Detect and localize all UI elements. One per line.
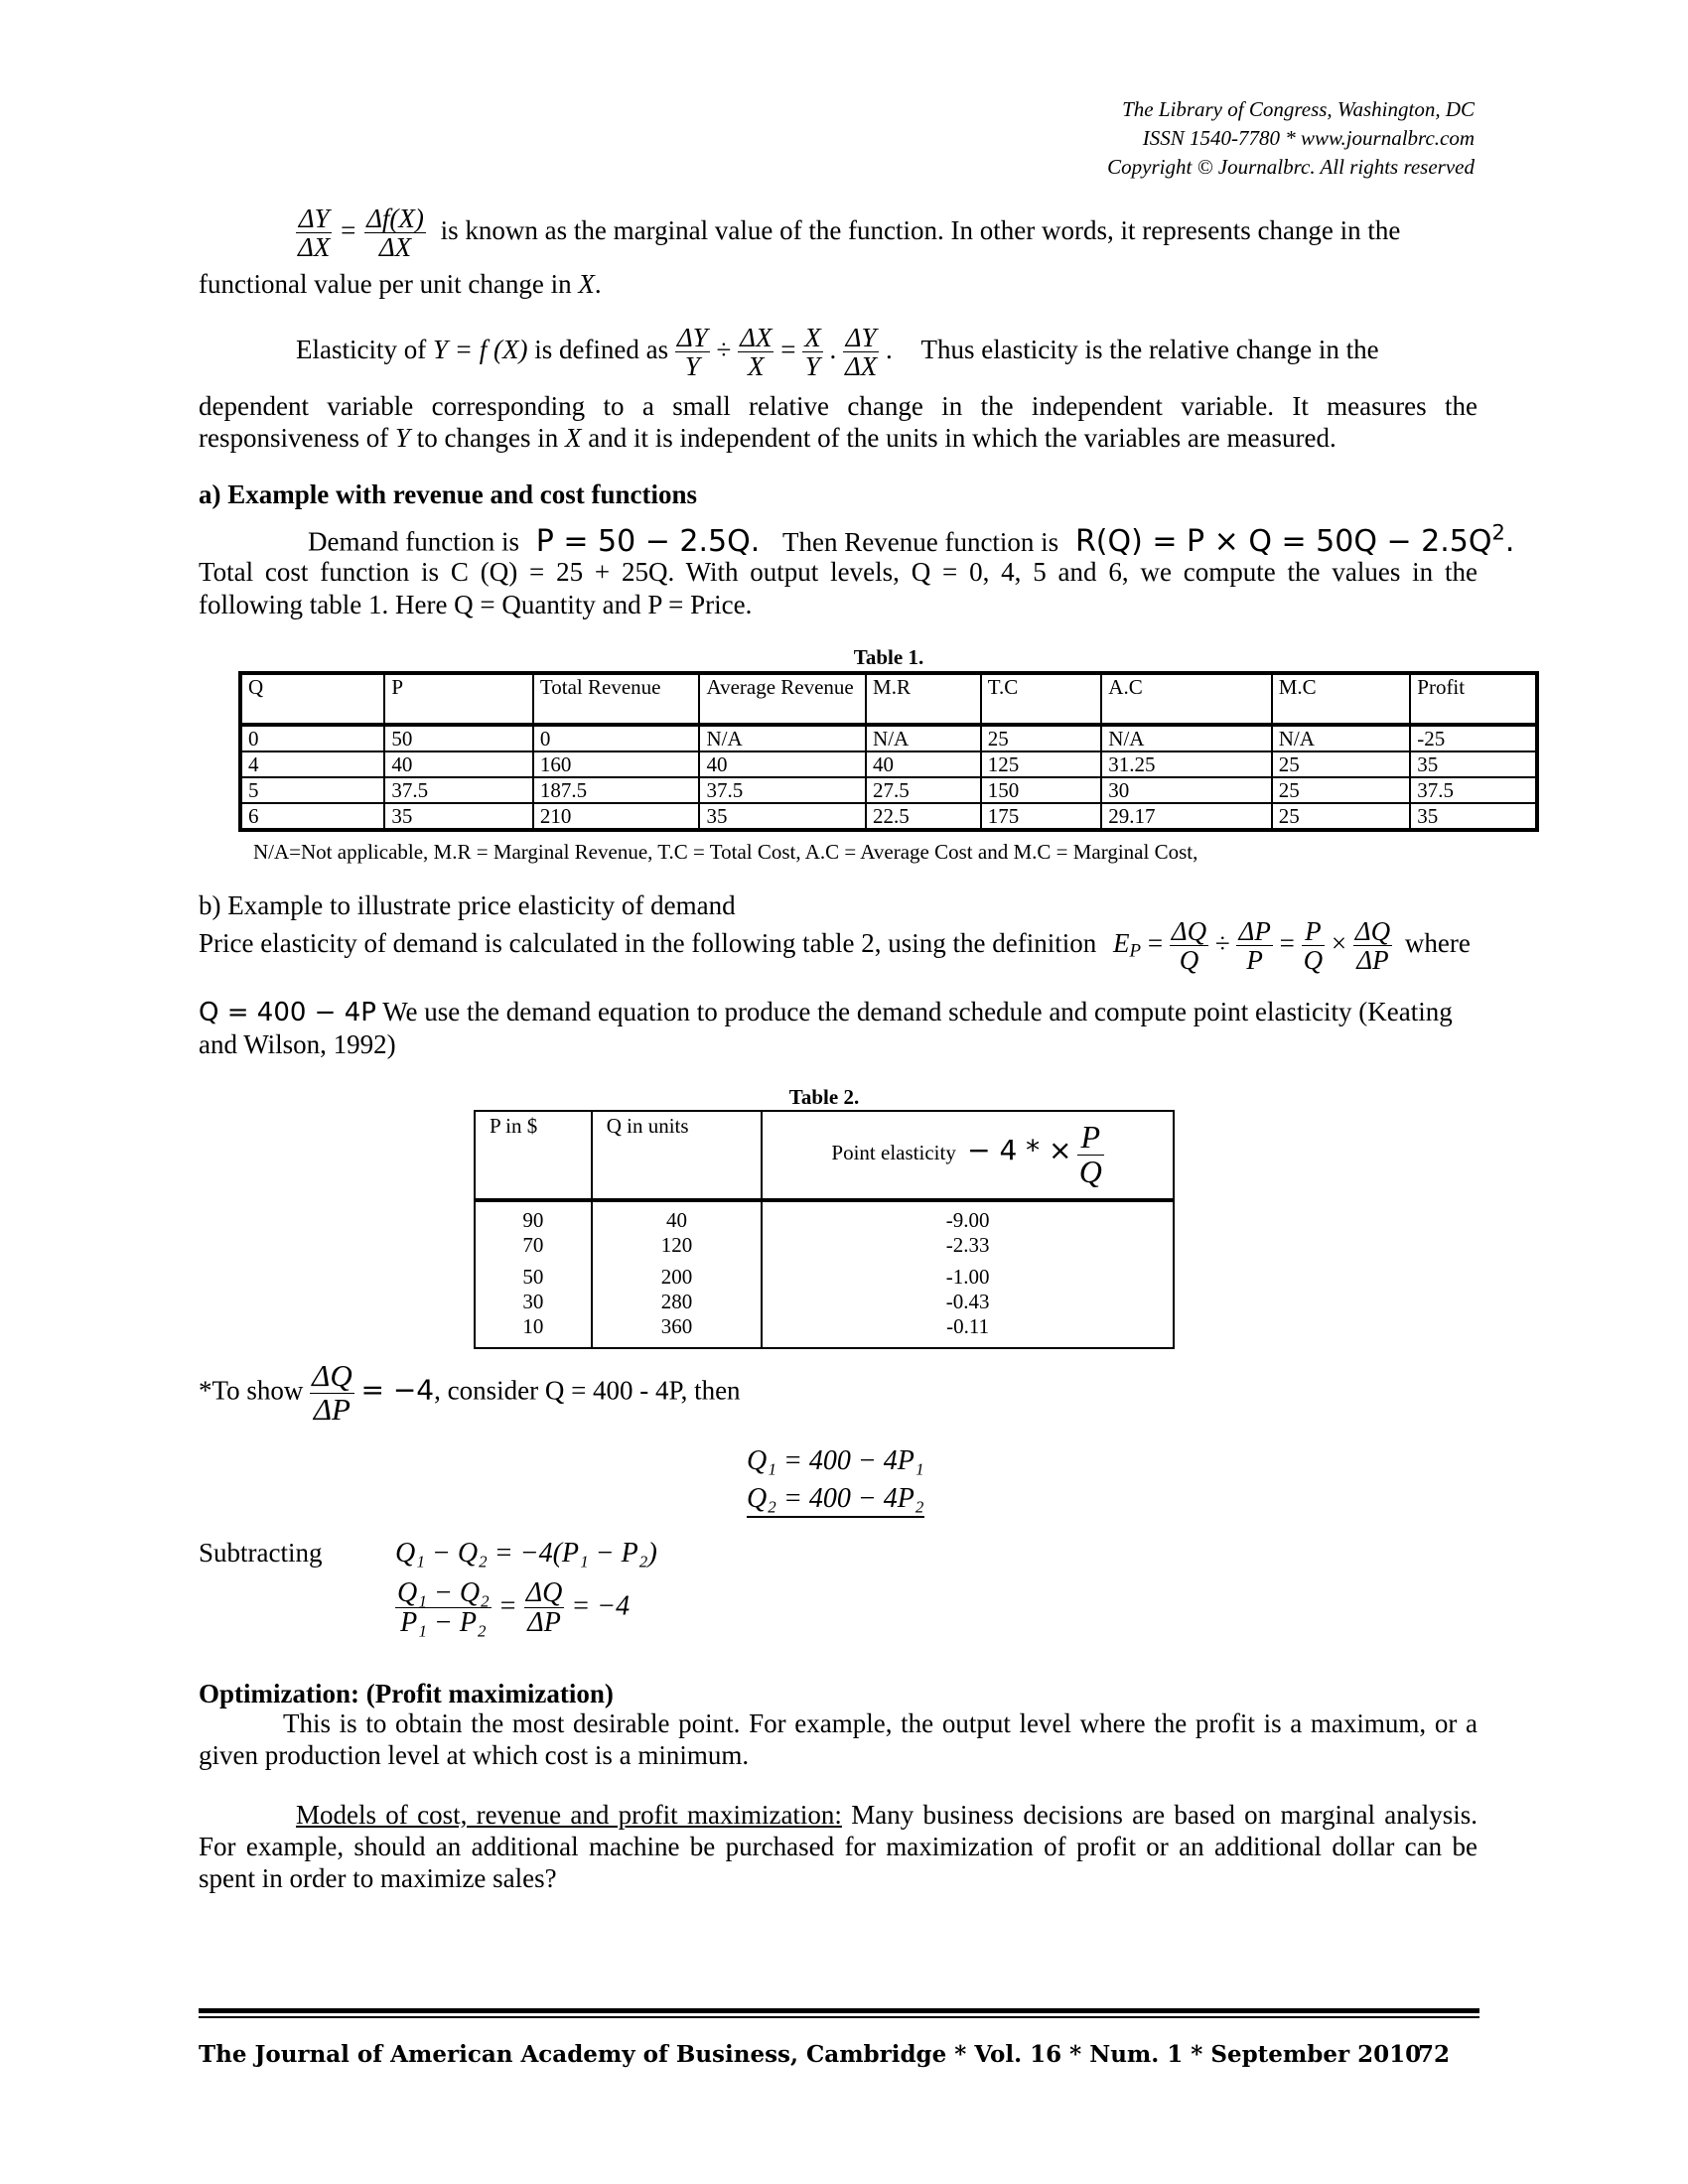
table-cell: 37.5	[699, 777, 866, 803]
header-line-2: ISSN 1540-7780 * www.journalbrc.com	[1142, 126, 1475, 150]
table-1-header-cell: M.R	[866, 673, 981, 725]
table-cell: 29.17	[1101, 803, 1271, 830]
delta-fraction: $\frac{\Delta Q}{\Delta P}$	[525, 1577, 563, 1639]
derived-slope-equation: $\frac{\text{Q₁ − Q₂}}{\text{P₁ − P₂}}$ = $\frac{\Delta Q}{\Delta P}$ = −4	[397, 1577, 631, 1639]
elasticity-line-3: responsiveness of Y to changes in X and it is independent of the units in which the variables are measured.	[199, 423, 1336, 453]
demand-equation-line-2: and Wilson, 1992)	[199, 1029, 396, 1059]
marginal-paragraph: $\frac{\Delta Y}{\Delta X}$ = $\frac{\Delta f(X)}{\Delta X}$ is known as the marginal value of the function. In other words, it represents change in the	[298, 204, 1401, 263]
demand-equation: Q = 400 − 4P	[199, 998, 376, 1027]
marginal-line-2: functional value per unit change in X.	[199, 269, 602, 299]
table-2-header-elasticity: Point elasticity − 4 * × $\frac{P}{Q}$	[762, 1111, 1174, 1200]
ep-frac-4: $\frac{\Delta Q}{\Delta P}$	[1354, 916, 1391, 976]
table-cell: 40	[699, 751, 866, 777]
ep-symbol: $E_P$	[1113, 928, 1142, 962]
table-cell: 50	[384, 725, 532, 751]
cost-function-line: Total cost function is C (Q) = 25 + 25Q. With output levels, Q = 0, 4, 5 and 6, we compute the values in the	[199, 557, 1477, 587]
table-2-caption: Table 2.	[788, 1085, 860, 1109]
table-2	[474, 1110, 1175, 1349]
table-row	[240, 777, 1537, 803]
table-1-header-cell: Q	[240, 673, 384, 725]
section-a-heading: a) Example with revenue and cost functions	[199, 479, 698, 509]
table-cell: 25	[981, 725, 1102, 751]
table-cell: -25	[1410, 725, 1537, 751]
revenue-equation: $R(Q) = P \times Q = 50Q - 2.5Q^2$.	[1074, 520, 1515, 559]
footer-journal: The Journal of American Academy of Business, Cambridge * Vol. 16 * Num. 1 * September 2010	[199, 2041, 1422, 2068]
elasticity-line-2: dependent variable corresponding to a small relative change in the independent variable. It measures the	[199, 391, 1477, 421]
equation-q2: Q₂ = 400 − 4P₂	[747, 1483, 924, 1518]
table-row	[240, 803, 1537, 830]
equation-q1: Q₁ = 400 − 4P₁	[747, 1445, 924, 1476]
models-line-1: Models of cost, revenue and profit maximization: Many business decisions are based on marginal analysis.	[296, 1800, 1477, 1830]
table-1-header-cell: T.C	[981, 673, 1102, 725]
table-cell: 35	[1410, 751, 1537, 777]
table-cell: 35	[699, 803, 866, 830]
table-1-caption: Table 1.	[853, 645, 924, 669]
table-2-p-column: 90 70 50 30 10	[475, 1200, 592, 1348]
elasticity-frac-2: $\frac{\Delta X}{X}$	[740, 323, 773, 382]
subtracting-label: Subtracting	[199, 1538, 323, 1568]
table-cell: N/A	[1272, 725, 1411, 751]
marginal-fraction-left: $\frac{\Delta Y}{\Delta X}$	[298, 204, 331, 263]
table-cell: 35	[1410, 803, 1537, 830]
table-cell: 6	[240, 803, 384, 830]
ep-frac-2: $\frac{\Delta P}{P}$	[1238, 916, 1271, 976]
table-2-elasticity-column: -9.00 -2.33 -1.00 -0.43 -0.11	[762, 1200, 1174, 1348]
ep-frac-3: $\frac{P}{Q}$	[1303, 916, 1324, 976]
optimization-heading: Optimization: (Profit maximization)	[199, 1679, 614, 1708]
footer-rule-thin	[199, 2016, 1479, 2018]
table-1-header-cell: A.C	[1101, 673, 1271, 725]
to-show-line: *To show $\frac{\Delta Q}{\Delta P}$ = −4, consider Q = 400 - 4P, then	[199, 1358, 741, 1427]
demand-equation-line: Q = 400 − 4P We use the demand equation to produce the demand schedule and compute point elasticity (Keating	[199, 997, 1453, 1027]
table-cell: N/A	[699, 725, 866, 751]
cost-function-line-2: following table 1. Here Q = Quantity and P = Price.	[199, 590, 753, 619]
table-1-note: N/A=Not applicable, M.R = Marginal Revenue, T.C = Total Cost, A.C = Average Cost and M.C = Marginal Cost,	[253, 840, 1198, 864]
table-cell: 125	[981, 751, 1102, 777]
table-cell: 37.5	[384, 777, 532, 803]
models-line-2: For example, should an additional machine be purchased for maximization of profit or an additional dollar can be	[199, 1832, 1477, 1861]
table-cell: 27.5	[866, 777, 981, 803]
to-show-fraction: $\frac{\Delta Q}{\Delta P}$	[312, 1358, 352, 1427]
table-1	[238, 671, 1539, 832]
table-cell: 150	[981, 777, 1102, 803]
elasticity-frac-1: $\frac{\Delta Y}{Y}$	[676, 323, 708, 382]
table-cell: 30	[1101, 777, 1271, 803]
table-row	[240, 725, 1537, 751]
marginal-fraction-right: $\frac{\Delta f(X)}{\Delta X}$	[366, 204, 424, 263]
table-2-header-q: Q in units	[592, 1111, 763, 1200]
price-elasticity-line: Price elasticity of demand is calculated in the following table 2, using the definition $E_P$ = $\frac{\Delta Q}{Q}$ ÷ $\frac{\Delta P}{P}$ = $\frac{P}{Q}$ × $\frac{\Delta Q}{\Delta P}$ where	[199, 916, 1471, 976]
models-title: Models of cost, revenue and profit maximization:	[296, 1800, 842, 1830]
table-cell: 0	[240, 725, 384, 751]
table-cell: 35	[384, 803, 532, 830]
header-line-1: The Library of Congress, Washington, DC	[1122, 97, 1475, 121]
elasticity-formula-fraction: $\frac{P}{Q}$	[1078, 1119, 1102, 1189]
running-header	[1107, 95, 1475, 182]
table-cell: 4	[240, 751, 384, 777]
table-1-header-cell: Average Revenue	[699, 673, 866, 725]
table-1-header-row	[240, 673, 1537, 725]
table-1-header-cell: Profit	[1410, 673, 1537, 725]
table-2-q-column: 40 120 200 280 360	[592, 1200, 763, 1348]
page-number: 72	[1418, 2041, 1451, 2068]
table-1-header-cell: M.C	[1272, 673, 1411, 725]
models-line-3: spent in order to maximize sales?	[199, 1863, 557, 1893]
table-1-header-cell: P	[384, 673, 532, 725]
header-line-3: Copyright © Journalbrc. All rights reserved	[1107, 155, 1475, 179]
table-cell: 40	[866, 751, 981, 777]
table-cell: N/A	[866, 725, 981, 751]
footer-rule-thick	[199, 2008, 1479, 2013]
table-cell: 187.5	[533, 777, 700, 803]
table-cell: 40	[384, 751, 532, 777]
table-cell: 22.5	[866, 803, 981, 830]
ep-frac-1: $\frac{\Delta Q}{Q}$	[1171, 916, 1207, 976]
table-2-header-p: P in $	[475, 1111, 592, 1200]
subtract-equation: Q₁ − Q₂ = −4(P₁ − P₂)	[395, 1538, 657, 1569]
table-cell: 25	[1272, 751, 1411, 777]
table-cell: 25	[1272, 777, 1411, 803]
table-1-header-cell: Total Revenue	[533, 673, 700, 725]
optimization-line-1: This is to obtain the most desirable point. For example, the output level where the profit is a maximum, or a	[283, 1708, 1477, 1738]
marginal-text: is known as the marginal value of the function. In other words, it represents change in the	[440, 215, 1401, 246]
elasticity-frac-4: $\frac{\Delta Y}{\Delta X}$	[844, 323, 878, 382]
section-b-heading: b) Example to illustrate price elasticity of demand	[199, 890, 736, 920]
optimization-line-2: given production level at which cost is a minimum.	[199, 1740, 750, 1770]
table-cell: 0	[533, 725, 700, 751]
table-row	[240, 751, 1537, 777]
elasticity-definition: Elasticity of Y = f (X) is defined as $\frac{\Delta Y}{Y}$ ÷ $\frac{\Delta X}{X}$ = $\frac{X}{Y}$ . $\frac{\Delta Y}{\Delta X}$ . Thus elasticity is the relative change in the	[296, 323, 1379, 382]
table-cell: 210	[533, 803, 700, 830]
table-cell: 31.25	[1101, 751, 1271, 777]
elasticity-frac-3: $\frac{X}{Y}$	[804, 323, 821, 382]
table-cell: 25	[1272, 803, 1411, 830]
table-cell: 37.5	[1410, 777, 1537, 803]
demand-function-line: Demand function is P = 50 − 2.5Q. Then Revenue function is $R(Q) = P \times Q = 50Q - 2.5Q^2$.	[308, 520, 1515, 559]
table-cell: 5	[240, 777, 384, 803]
difference-fraction: $\frac{\text{Q₁ − Q₂}}{\text{P₁ − P₂}}$	[397, 1577, 490, 1639]
table-cell: 160	[533, 751, 700, 777]
table-cell: 175	[981, 803, 1102, 830]
table-cell: N/A	[1101, 725, 1271, 751]
